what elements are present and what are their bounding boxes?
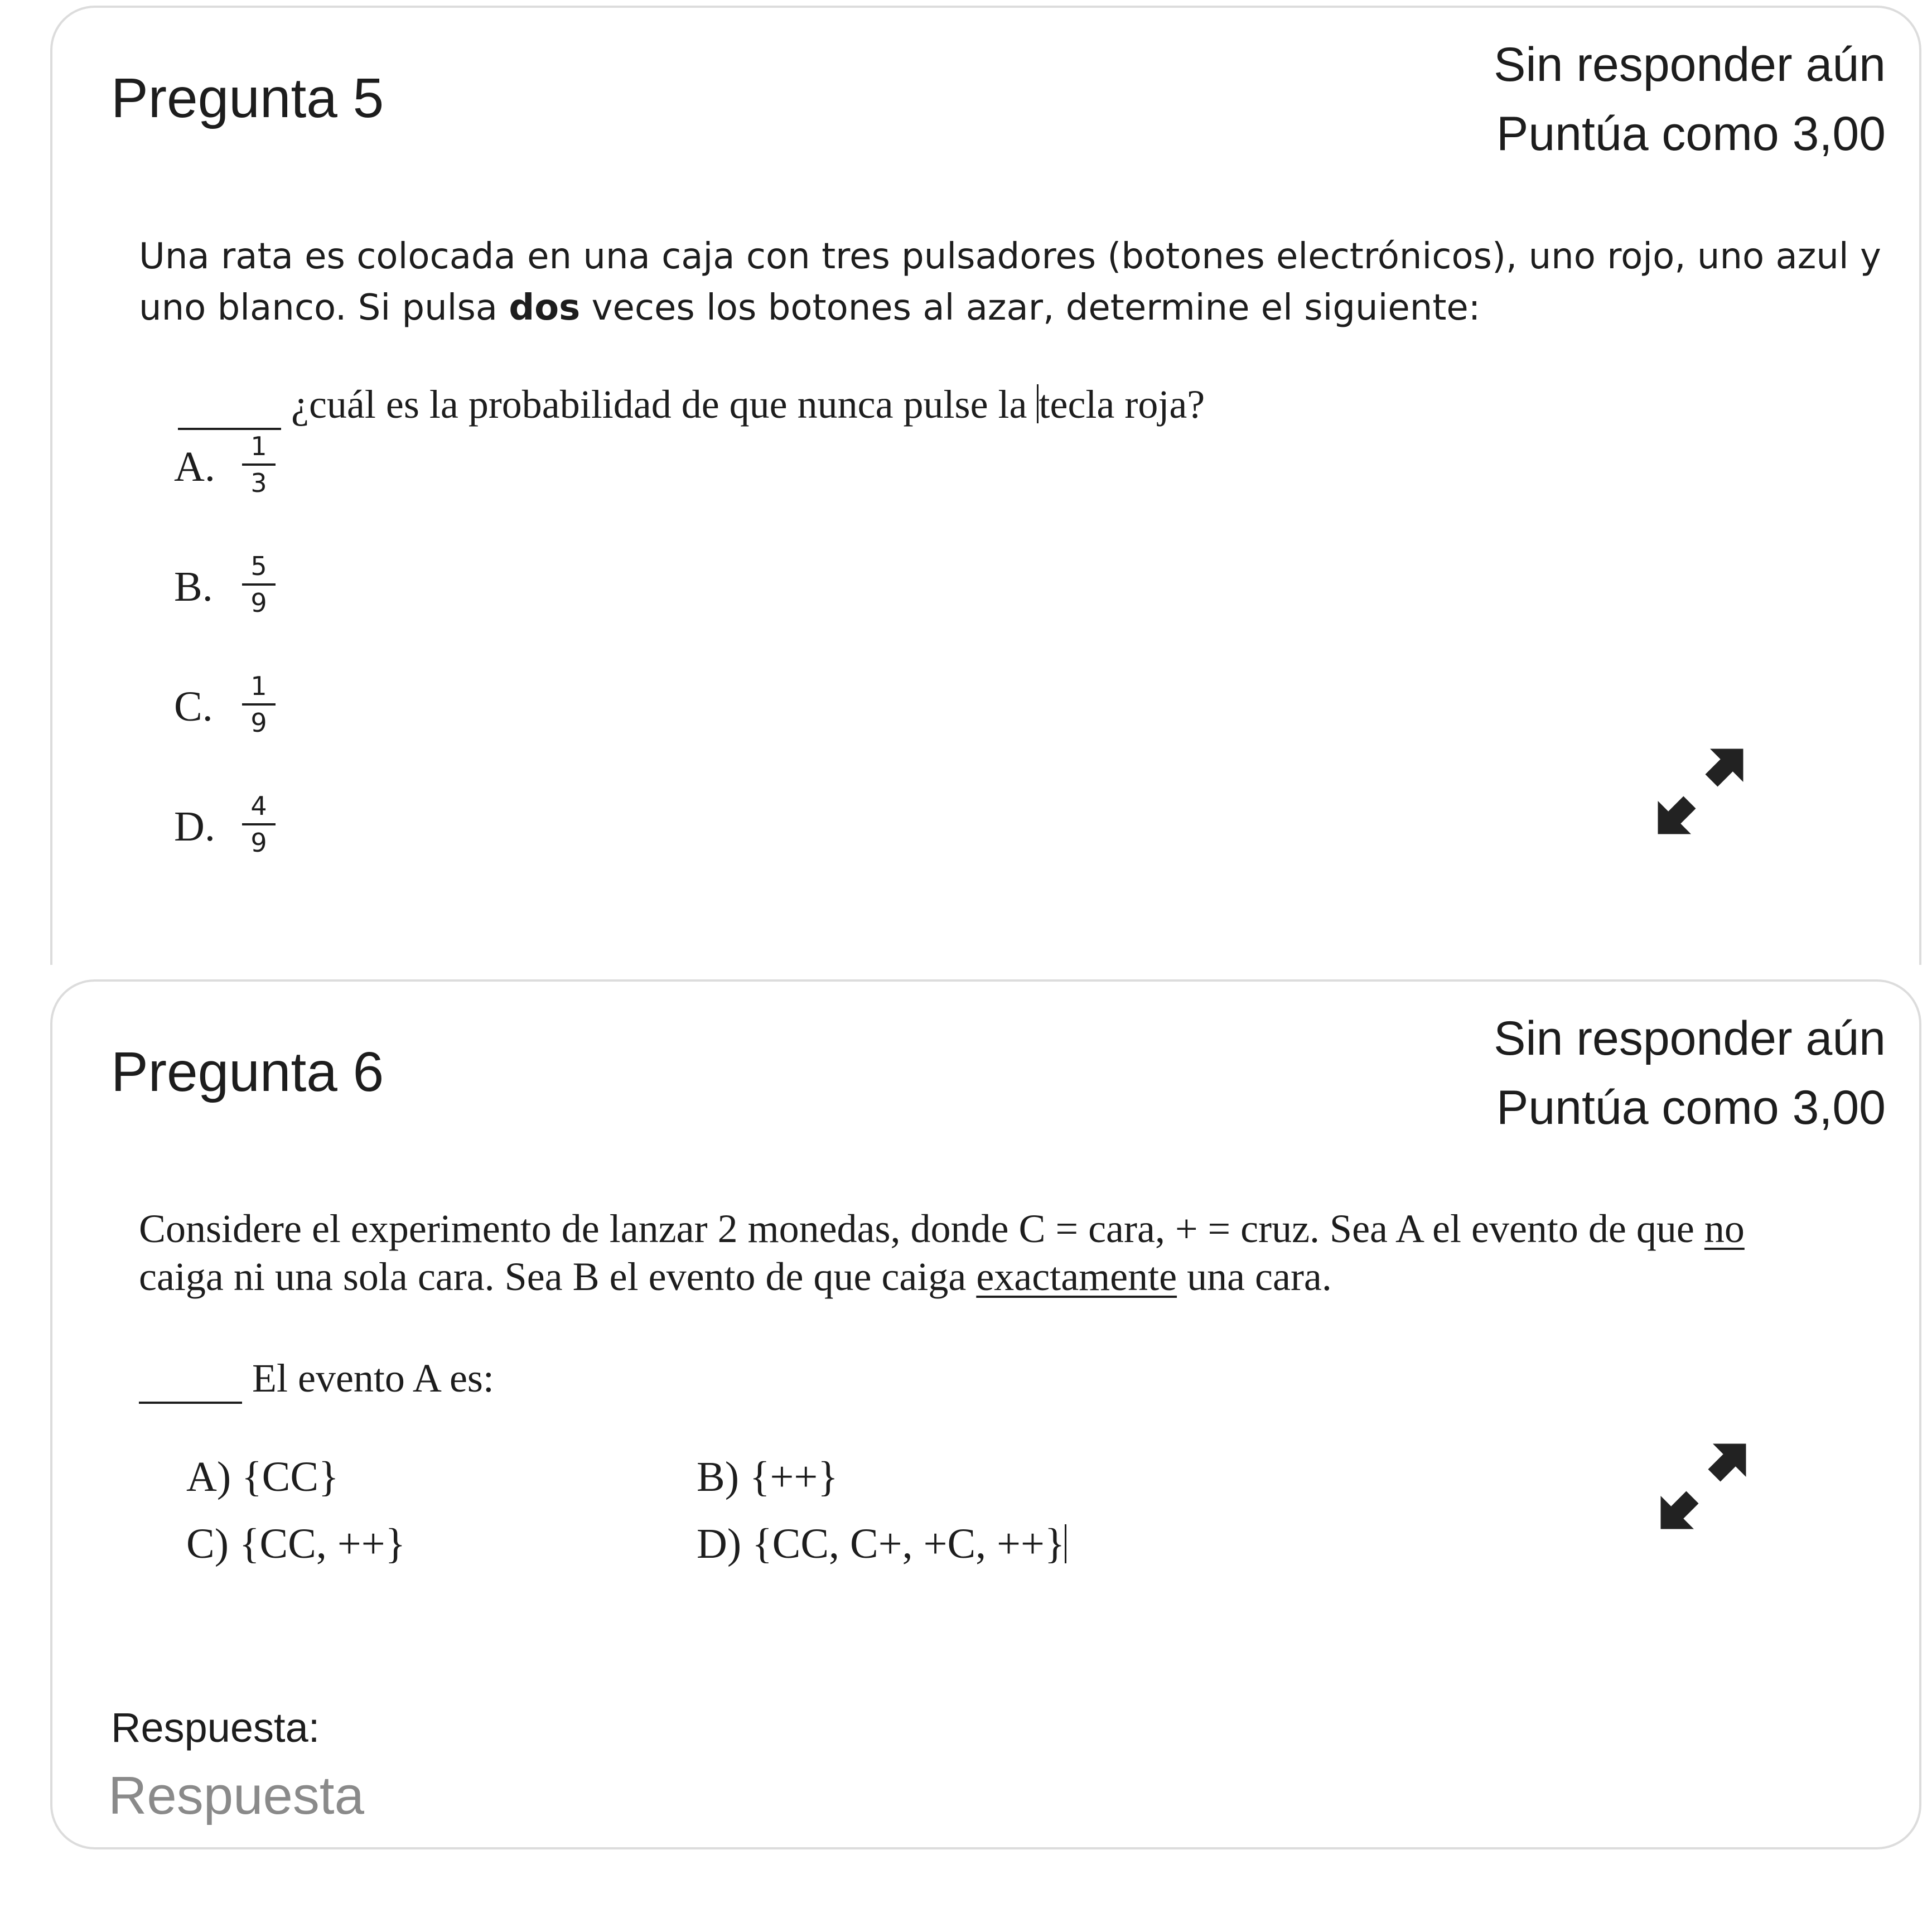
option-c-letter: C. — [174, 683, 213, 730]
underlined-text: exactamente — [976, 1254, 1177, 1299]
question-line — [139, 1205, 1745, 1253]
prompt-text: El evento A es: — [252, 1356, 494, 1400]
numerator: 1 — [242, 429, 276, 466]
text-run: caiga ni una sola cara. Sea B el evento de que caiga — [139, 1254, 977, 1299]
question-line — [139, 282, 1881, 334]
answer-blank — [139, 1355, 242, 1404]
question-prompt — [178, 381, 1205, 430]
numerator: 4 — [242, 789, 276, 825]
underlined-text: no — [1704, 1206, 1745, 1251]
option-a: A) {CC} — [186, 1453, 339, 1500]
answer-input[interactable] — [108, 1760, 777, 1832]
question-line — [139, 1253, 1745, 1301]
score-text: Puntúa como 3,00 — [1496, 1081, 1886, 1134]
question-card-6 — [50, 979, 1921, 1849]
denominator: 9 — [250, 828, 267, 858]
text-run: Considere el experimento de lanzar 2 monedas, donde C = cara, + = cruz. Sea A el evento de que — [139, 1206, 1704, 1251]
question-prompt — [139, 1355, 494, 1404]
question-card-5 — [50, 6, 1921, 965]
option-d — [697, 1520, 1066, 1568]
question-text — [139, 231, 1881, 334]
question-text — [139, 1205, 1745, 1301]
option-b: B) {++} — [697, 1453, 838, 1500]
bold-text: dos — [509, 287, 581, 329]
status-text: Sin responder aún — [1494, 38, 1886, 91]
expand-arrows-icon[interactable] — [1656, 1439, 1751, 1534]
question-title: Pregunta 5 — [111, 67, 384, 129]
option-b-letter: B. — [174, 563, 213, 610]
question-line: Una rata es colocada en una caja con tres pulsadores (botones electrónicos), uno rojo, uno azul y — [139, 236, 1881, 277]
prompt-text: ¿cuál es la probabilidad de que nunca pulse la — [291, 382, 1037, 427]
expand-arrows-icon[interactable] — [1653, 744, 1748, 839]
answer-label: Respuesta: — [111, 1704, 320, 1751]
denominator: 9 — [250, 708, 267, 738]
denominator: 3 — [250, 468, 267, 498]
option-d-text: D) {CC, C+, +C, ++} — [697, 1520, 1065, 1567]
question-title: Pregunta 6 — [111, 1041, 384, 1103]
text-run: veces los botones al azar, determine el siguiente: — [580, 287, 1481, 329]
option-b-fraction — [242, 549, 276, 620]
text-run: una cara. — [1177, 1254, 1332, 1299]
status-text: Sin responder aún — [1494, 1012, 1886, 1065]
text-cursor — [1065, 1524, 1066, 1563]
text-run: uno blanco. Si pulsa — [139, 287, 509, 329]
option-d-fraction — [242, 789, 276, 860]
answer-blank — [178, 381, 281, 430]
prompt-text: tecla roja? — [1039, 382, 1205, 427]
numerator: 1 — [242, 669, 276, 706]
numerator: 5 — [242, 549, 276, 586]
option-a-fraction — [242, 429, 276, 500]
denominator: 9 — [250, 588, 267, 618]
option-d-letter: D. — [174, 803, 215, 850]
score-text: Puntúa como 3,00 — [1496, 107, 1886, 161]
question-status — [1494, 30, 1886, 168]
option-a-letter: A. — [174, 443, 215, 490]
option-c-fraction — [242, 669, 276, 740]
question-status — [1494, 1004, 1886, 1142]
option-c: C) {CC, ++} — [186, 1520, 406, 1567]
